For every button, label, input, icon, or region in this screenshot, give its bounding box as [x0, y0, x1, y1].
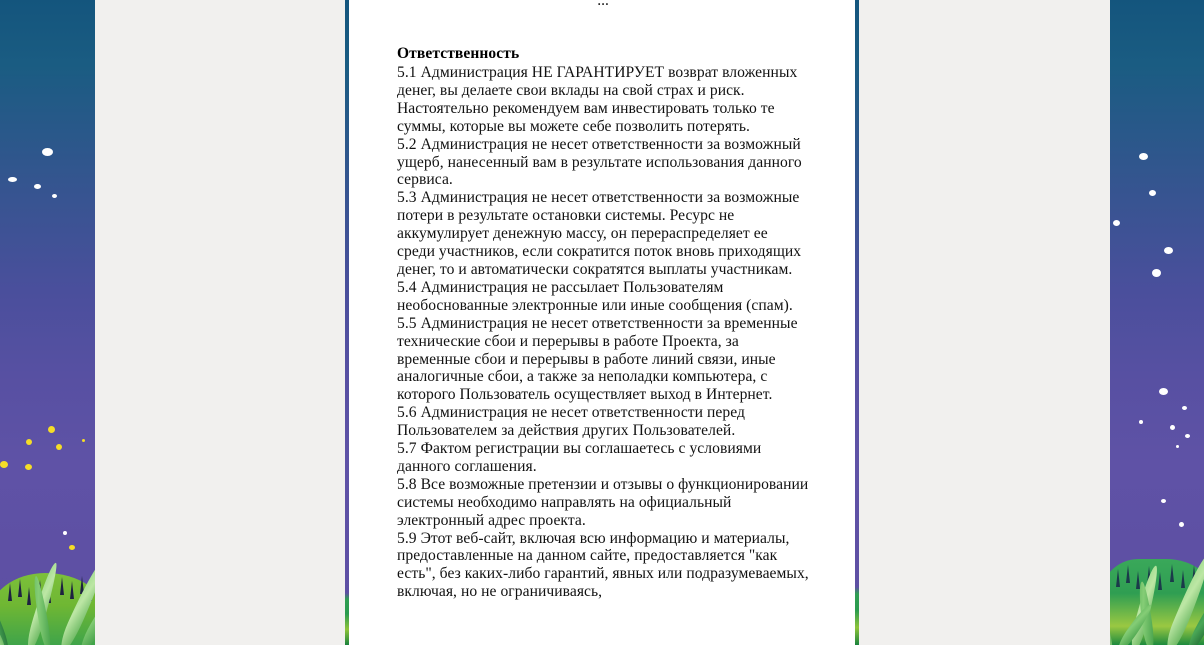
reed-spike	[1126, 565, 1130, 583]
background-decoration-left	[0, 0, 95, 645]
star-dot	[1159, 388, 1168, 395]
column-border-right	[855, 0, 859, 645]
star-dot	[1139, 420, 1143, 424]
reed-spike	[1116, 569, 1120, 587]
star-dot	[1185, 434, 1190, 438]
reed-spike	[70, 581, 74, 599]
background-decoration-right	[1110, 0, 1204, 645]
star-dot	[1149, 190, 1156, 196]
star-dot	[52, 194, 57, 198]
grass-ground-right	[1110, 550, 1204, 645]
firefly-dot	[82, 439, 85, 442]
star-dot	[1139, 153, 1148, 160]
terms-clause: 5.8 Все возможные претензии и отзывы о функционировании системы необходимо направлять на официальный электронный адрес проекта.	[397, 475, 809, 529]
firefly-dot	[25, 464, 32, 470]
page-title: Ответственность	[397, 45, 520, 62]
star-dot	[1152, 269, 1161, 277]
reed-spike	[1181, 570, 1185, 588]
firefly-dot	[26, 439, 32, 445]
column-border-grass	[855, 587, 859, 645]
terms-clause: 5.9 Этот веб-сайт, включая всю информацию и материалы, предоставленные на данном сайте, предоставляется "как есть", без каких-либо гарантий, явных или подразумеваемых, включая, но не ограничиваясь,	[397, 529, 809, 601]
terms-clause: 5.7 Фактом регистрации вы соглашаетесь с условиями данного соглашения.	[397, 440, 762, 475]
reed-spike	[8, 583, 12, 601]
content-sheet-inner	[349, 0, 855, 601]
content-sheet	[349, 0, 855, 645]
terms-clause-list	[397, 64, 809, 601]
reed-spike	[1170, 564, 1174, 582]
terms-clause: 5.1 Администрация НЕ ГАРАНТИРУЕТ возврат вложенных денег, вы делаете свои вклады на свой страх и риск. Настоятельно рекомендуем вам инвестировать только те суммы, которые вы можете себе позволить потерять.	[397, 64, 798, 135]
grass-ground-left	[0, 550, 95, 645]
star-dot	[8, 177, 17, 182]
star-dot	[1161, 499, 1166, 503]
star-dot	[34, 184, 41, 189]
star-dot	[1170, 425, 1175, 430]
clipped-previous-line	[397, 0, 809, 10]
terms-clause: 5.6 Администрация не несет ответственности перед Пользователем за действия других Пользователей.	[397, 404, 745, 440]
star-dot	[1176, 445, 1179, 448]
terms-clause: 5.3 Администрация не несет ответственности за возможные потери в результате остановки системы. Ресурс не аккумулирует денежную массу, он перераспределяет ее среди участников, если сократится поток вновь приходящих денег, то и автоматически сократятся выплаты участникам.	[397, 189, 802, 278]
reed-spike	[1158, 572, 1162, 590]
reed-spike	[27, 587, 31, 605]
column-border-grass	[345, 593, 349, 645]
reed-spike	[60, 577, 64, 595]
firefly-dot	[48, 426, 55, 433]
star-dot	[63, 531, 67, 535]
reed-spike	[18, 579, 22, 597]
firefly-dot	[56, 444, 62, 450]
star-dot	[1164, 247, 1173, 254]
terms-clause: 5.4 Администрация не рассылает Пользователям необоснованные электронные или иные сообщения (спам).	[397, 278, 793, 314]
star-dot	[1182, 406, 1187, 410]
star-dot	[1113, 220, 1120, 226]
column-border-left	[345, 0, 349, 645]
terms-clause: 5.5 Администрация не несет ответственности за временные технические сбои и перерывы в работе Проекта, за временные сбои и перерывы в работе линий связи, иные аналогичные сбои, а также за неполадки компьютера, с которого Пользователь осуществляет выход в Интернет.	[397, 314, 798, 404]
star-dot	[1179, 522, 1184, 527]
clipped-previous-line-text: ...	[597, 0, 609, 9]
star-dot	[42, 148, 53, 156]
terms-clause: 5.2 Администрация не несет ответственности за возможный ущерб, нанесенный вам в результате использования данного сервиса.	[397, 135, 802, 189]
firefly-dot	[0, 461, 8, 468]
